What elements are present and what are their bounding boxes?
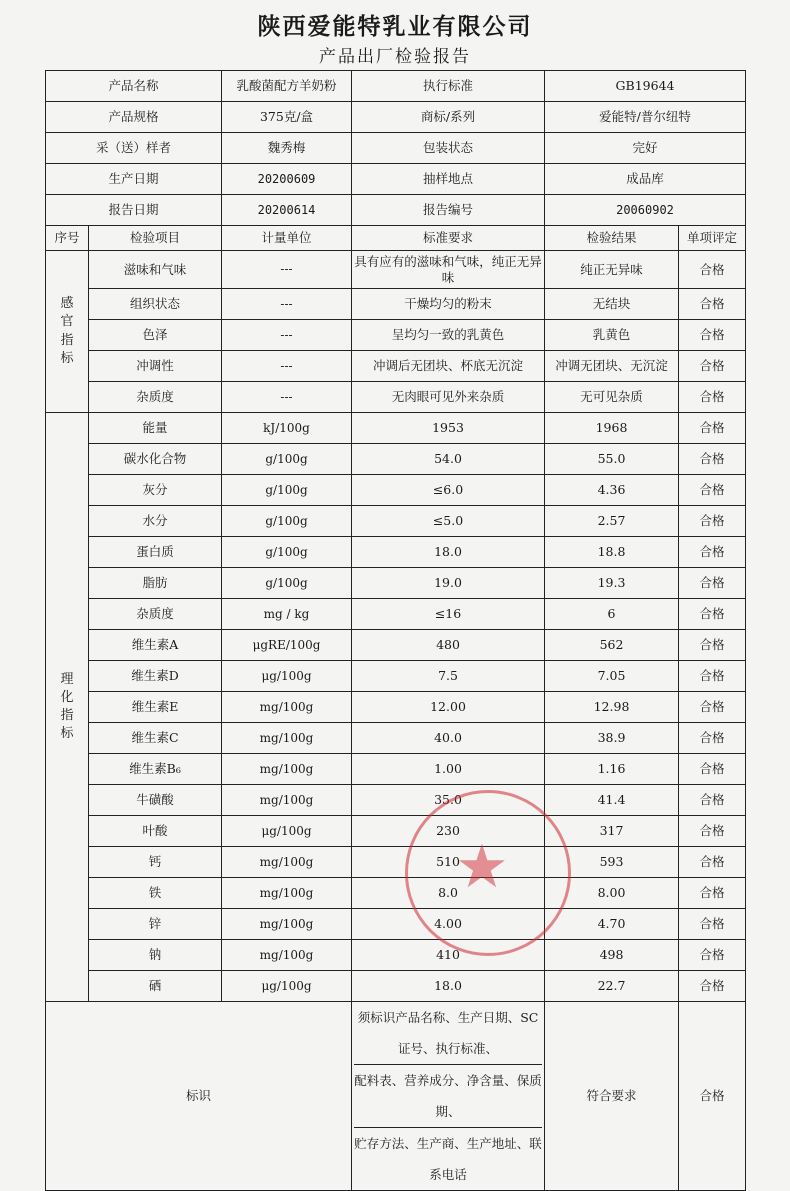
cell-judgement: 合格 [679, 754, 746, 785]
info-value: 375克/盒 [222, 102, 352, 133]
cell-unit: --- [222, 351, 352, 382]
table-row [46, 599, 746, 630]
cell-judgement: 合格 [679, 537, 746, 568]
cell-unit: mg/100g [222, 909, 352, 940]
cell-item: 维生素E [89, 692, 222, 723]
cell-item: 滋味和气味 [89, 251, 222, 289]
cell-item: 冲调性 [89, 351, 222, 382]
cell-result: 562 [545, 630, 679, 661]
table-row [46, 251, 746, 289]
cell-judgement: 合格 [679, 661, 746, 692]
col-header-item: 检验项目 [89, 226, 222, 251]
cell-requirement: 无肉眼可见外来杂质 [352, 382, 545, 413]
cell-requirement: 12.00 [352, 692, 545, 723]
cell-result: 符合要求 [545, 1002, 679, 1191]
table-row [46, 816, 746, 847]
cell-judgement: 合格 [679, 785, 746, 816]
cell-unit: μg/100g [222, 816, 352, 847]
cell-unit: g/100g [222, 444, 352, 475]
cell-requirement: 18.0 [352, 971, 545, 1002]
cell-result: 8.00 [545, 878, 679, 909]
table-row [46, 413, 746, 444]
info-row [46, 164, 746, 195]
table-row [46, 351, 746, 382]
cell-requirement: 40.0 [352, 723, 545, 754]
info-row [46, 102, 746, 133]
cell-unit: --- [222, 320, 352, 351]
cell-requirement: 480 [352, 630, 545, 661]
cell-result: 无可见杂质 [545, 382, 679, 413]
cell-item: 组织状态 [89, 289, 222, 320]
labeling-req-line: 配料表、营养成分、净含量、保质期、 [354, 1065, 542, 1128]
cell-requirement: 具有应有的滋味和气味，纯正无异味 [352, 251, 545, 289]
cell-unit: mg / kg [222, 599, 352, 630]
table-row [46, 661, 746, 692]
cell-unit: μgRE/100g [222, 630, 352, 661]
cell-item: 脂肪 [89, 568, 222, 599]
cell-item: 蛋白质 [89, 537, 222, 568]
info-label: 采（送）样者 [46, 133, 222, 164]
cell-unit: mg/100g [222, 940, 352, 971]
info-value: 完好 [545, 133, 746, 164]
cell-item: 杂质度 [89, 382, 222, 413]
cell-requirement: 54.0 [352, 444, 545, 475]
cell-unit: μg/100g [222, 971, 352, 1002]
cell-judgement: 合格 [679, 320, 746, 351]
cell-unit: --- [222, 251, 352, 289]
labeling-requirements [352, 1002, 545, 1191]
cell-item: 能量 [89, 413, 222, 444]
cell-judgement: 合格 [679, 816, 746, 847]
col-header-result: 检验结果 [545, 226, 679, 251]
cell-result: 22.7 [545, 971, 679, 1002]
cell-result: 1968 [545, 413, 679, 444]
cell-judgement: 合格 [679, 251, 746, 289]
labeling-req-line: 须标识产品名称、生产日期、SC证号、执行标准、 [354, 1002, 542, 1065]
info-value: 魏秀梅 [222, 133, 352, 164]
group-label [46, 413, 89, 1002]
table-row [46, 320, 746, 351]
cell-requirement: 510 [352, 847, 545, 878]
table-row [46, 568, 746, 599]
info-value: 20060902 [545, 195, 746, 226]
table-row [46, 382, 746, 413]
cell-item: 锌 [89, 909, 222, 940]
info-label: 抽样地点 [352, 164, 545, 195]
cell-judgement: 合格 [679, 878, 746, 909]
cell-unit: kJ/100g [222, 413, 352, 444]
cell-result: 4.70 [545, 909, 679, 940]
cell-judgement: 合格 [679, 971, 746, 1002]
cell-requirement: ≤16 [352, 599, 545, 630]
cell-judgement: 合格 [679, 444, 746, 475]
cell-requirement: 410 [352, 940, 545, 971]
info-value: 20200609 [222, 164, 352, 195]
cell-requirement: ≤5.0 [352, 506, 545, 537]
info-value: 20200614 [222, 195, 352, 226]
table-row [46, 723, 746, 754]
cell-judgement: 合格 [679, 630, 746, 661]
cell-result: 4.36 [545, 475, 679, 506]
cell-unit: mg/100g [222, 692, 352, 723]
table-row [46, 444, 746, 475]
table-row [46, 754, 746, 785]
col-header-unit: 计量单位 [222, 226, 352, 251]
cell-unit: mg/100g [222, 785, 352, 816]
cell-requirement: 1953 [352, 413, 545, 444]
info-row [46, 71, 746, 102]
group-label-char: 感 [60, 296, 74, 312]
table-row [46, 692, 746, 723]
cell-requirement: ≤6.0 [352, 475, 545, 506]
table-row [46, 878, 746, 909]
cell-item: 牛磺酸 [89, 785, 222, 816]
table-row [46, 630, 746, 661]
cell-judgement: 合格 [679, 382, 746, 413]
cell-requirement: 35.0 [352, 785, 545, 816]
info-label: 产品规格 [46, 102, 222, 133]
cell-requirement: 19.0 [352, 568, 545, 599]
info-label: 产品名称 [46, 71, 222, 102]
cell-result: 6 [545, 599, 679, 630]
table-row [46, 971, 746, 1002]
info-row [46, 195, 746, 226]
cell-item: 维生素C [89, 723, 222, 754]
cell-judgement: 合格 [679, 1002, 746, 1191]
cell-judgement: 合格 [679, 289, 746, 320]
cell-judgement: 合格 [679, 723, 746, 754]
cell-judgement: 合格 [679, 568, 746, 599]
info-value: 成品库 [545, 164, 746, 195]
group-label-char: 指 [60, 708, 74, 723]
cell-result: 冲调无团块、无沉淀 [545, 351, 679, 382]
cell-item: 杂质度 [89, 599, 222, 630]
company-name: 陕西爱能特乳业有限公司 [257, 14, 533, 40]
cell-result: 纯正无异味 [545, 251, 679, 289]
cell-result: 19.3 [545, 568, 679, 599]
cell-requirement: 7.5 [352, 661, 545, 692]
cell-item: 铁 [89, 878, 222, 909]
cell-result: 7.05 [545, 661, 679, 692]
cell-unit: --- [222, 289, 352, 320]
cell-item: 色泽 [89, 320, 222, 351]
cell-item: 灰分 [89, 475, 222, 506]
cell-unit: g/100g [222, 568, 352, 599]
cell-item: 水分 [89, 506, 222, 537]
cell-unit: g/100g [222, 506, 352, 537]
cell-judgement: 合格 [679, 351, 746, 382]
col-header-seq: 序号 [46, 226, 89, 251]
cell-item: 维生素D [89, 661, 222, 692]
cell-result: 41.4 [545, 785, 679, 816]
table-row [46, 289, 746, 320]
cell-requirement: 冲调后无团块、杯底无沉淀 [352, 351, 545, 382]
table-row [46, 506, 746, 537]
cell-judgement: 合格 [679, 413, 746, 444]
info-label: 商标/系列 [352, 102, 545, 133]
cell-unit: g/100g [222, 537, 352, 568]
cell-result: 593 [545, 847, 679, 878]
cell-requirement: 1.00 [352, 754, 545, 785]
cell-result: 498 [545, 940, 679, 971]
cell-item: 钙 [89, 847, 222, 878]
report-title: 产品出厂检验报告 [319, 47, 471, 67]
cell-result: 乳黄色 [545, 320, 679, 351]
labeling-req-line: 贮存方法、生产商、生产地址、联系电话 [354, 1136, 542, 1182]
info-value: 乳酸菌配方羊奶粉 [222, 71, 352, 102]
cell-requirement: 干燥均匀的粉末 [352, 289, 545, 320]
cell-judgement: 合格 [679, 940, 746, 971]
cell-result: 12.98 [545, 692, 679, 723]
cell-judgement: 合格 [679, 506, 746, 537]
cell-requirement: 4.00 [352, 909, 545, 940]
cell-judgement: 合格 [679, 909, 746, 940]
cell-result: 1.16 [545, 754, 679, 785]
column-header-row [46, 226, 746, 251]
cell-item: 标识 [46, 1002, 352, 1191]
cell-requirement: 8.0 [352, 878, 545, 909]
col-header-judgement: 单项评定 [679, 226, 746, 251]
labeling-row [46, 1002, 746, 1191]
table-row [46, 847, 746, 878]
cell-item: 叶酸 [89, 816, 222, 847]
group-label-char: 理 [60, 671, 74, 687]
info-label: 生产日期 [46, 164, 222, 195]
cell-item: 硒 [89, 971, 222, 1002]
stamp-star-icon: ★ [455, 832, 509, 902]
table-row [46, 909, 746, 940]
info-label: 执行标准 [352, 71, 545, 102]
cell-requirement: 呈均匀一致的乳黄色 [352, 320, 545, 351]
cell-result: 38.9 [545, 723, 679, 754]
cell-item: 碳水化合物 [89, 444, 222, 475]
cell-result: 317 [545, 816, 679, 847]
table-row [46, 940, 746, 971]
cell-unit: g/100g [222, 475, 352, 506]
inspection-table [45, 70, 746, 1191]
cell-result: 55.0 [545, 444, 679, 475]
cell-requirement: 230 [352, 816, 545, 847]
info-label: 报告日期 [46, 195, 222, 226]
cell-requirement: 18.0 [352, 537, 545, 568]
table-row [46, 537, 746, 568]
cell-result: 无结块 [545, 289, 679, 320]
table-row [46, 475, 746, 506]
cell-judgement: 合格 [679, 692, 746, 723]
cell-judgement: 合格 [679, 847, 746, 878]
info-row [46, 133, 746, 164]
cell-item: 维生素A [89, 630, 222, 661]
cell-unit: mg/100g [222, 754, 352, 785]
cell-judgement: 合格 [679, 475, 746, 506]
group-label-char: 官 [60, 314, 74, 330]
info-value: GB19644 [545, 71, 746, 102]
group-label-char: 标 [60, 350, 74, 366]
group-label-char: 标 [60, 726, 74, 742]
cell-result: 18.8 [545, 537, 679, 568]
info-label: 包装状态 [352, 133, 545, 164]
info-label: 报告编号 [352, 195, 545, 226]
cell-judgement: 合格 [679, 599, 746, 630]
cell-unit: mg/100g [222, 847, 352, 878]
cell-result: 2.57 [545, 506, 679, 537]
group-label-char: 指 [60, 332, 74, 348]
group-label-char: 化 [60, 689, 74, 705]
cell-unit: mg/100g [222, 723, 352, 754]
group-label [46, 251, 89, 413]
info-value: 爱能特/普尔纽特 [545, 102, 746, 133]
cell-item: 钠 [89, 940, 222, 971]
cell-unit: --- [222, 382, 352, 413]
cell-unit: mg/100g [222, 878, 352, 909]
table-row [46, 785, 746, 816]
cell-unit: μg/100g [222, 661, 352, 692]
col-header-requirement: 标准要求 [352, 226, 545, 251]
cell-item: 维生素B₆ [89, 754, 222, 785]
